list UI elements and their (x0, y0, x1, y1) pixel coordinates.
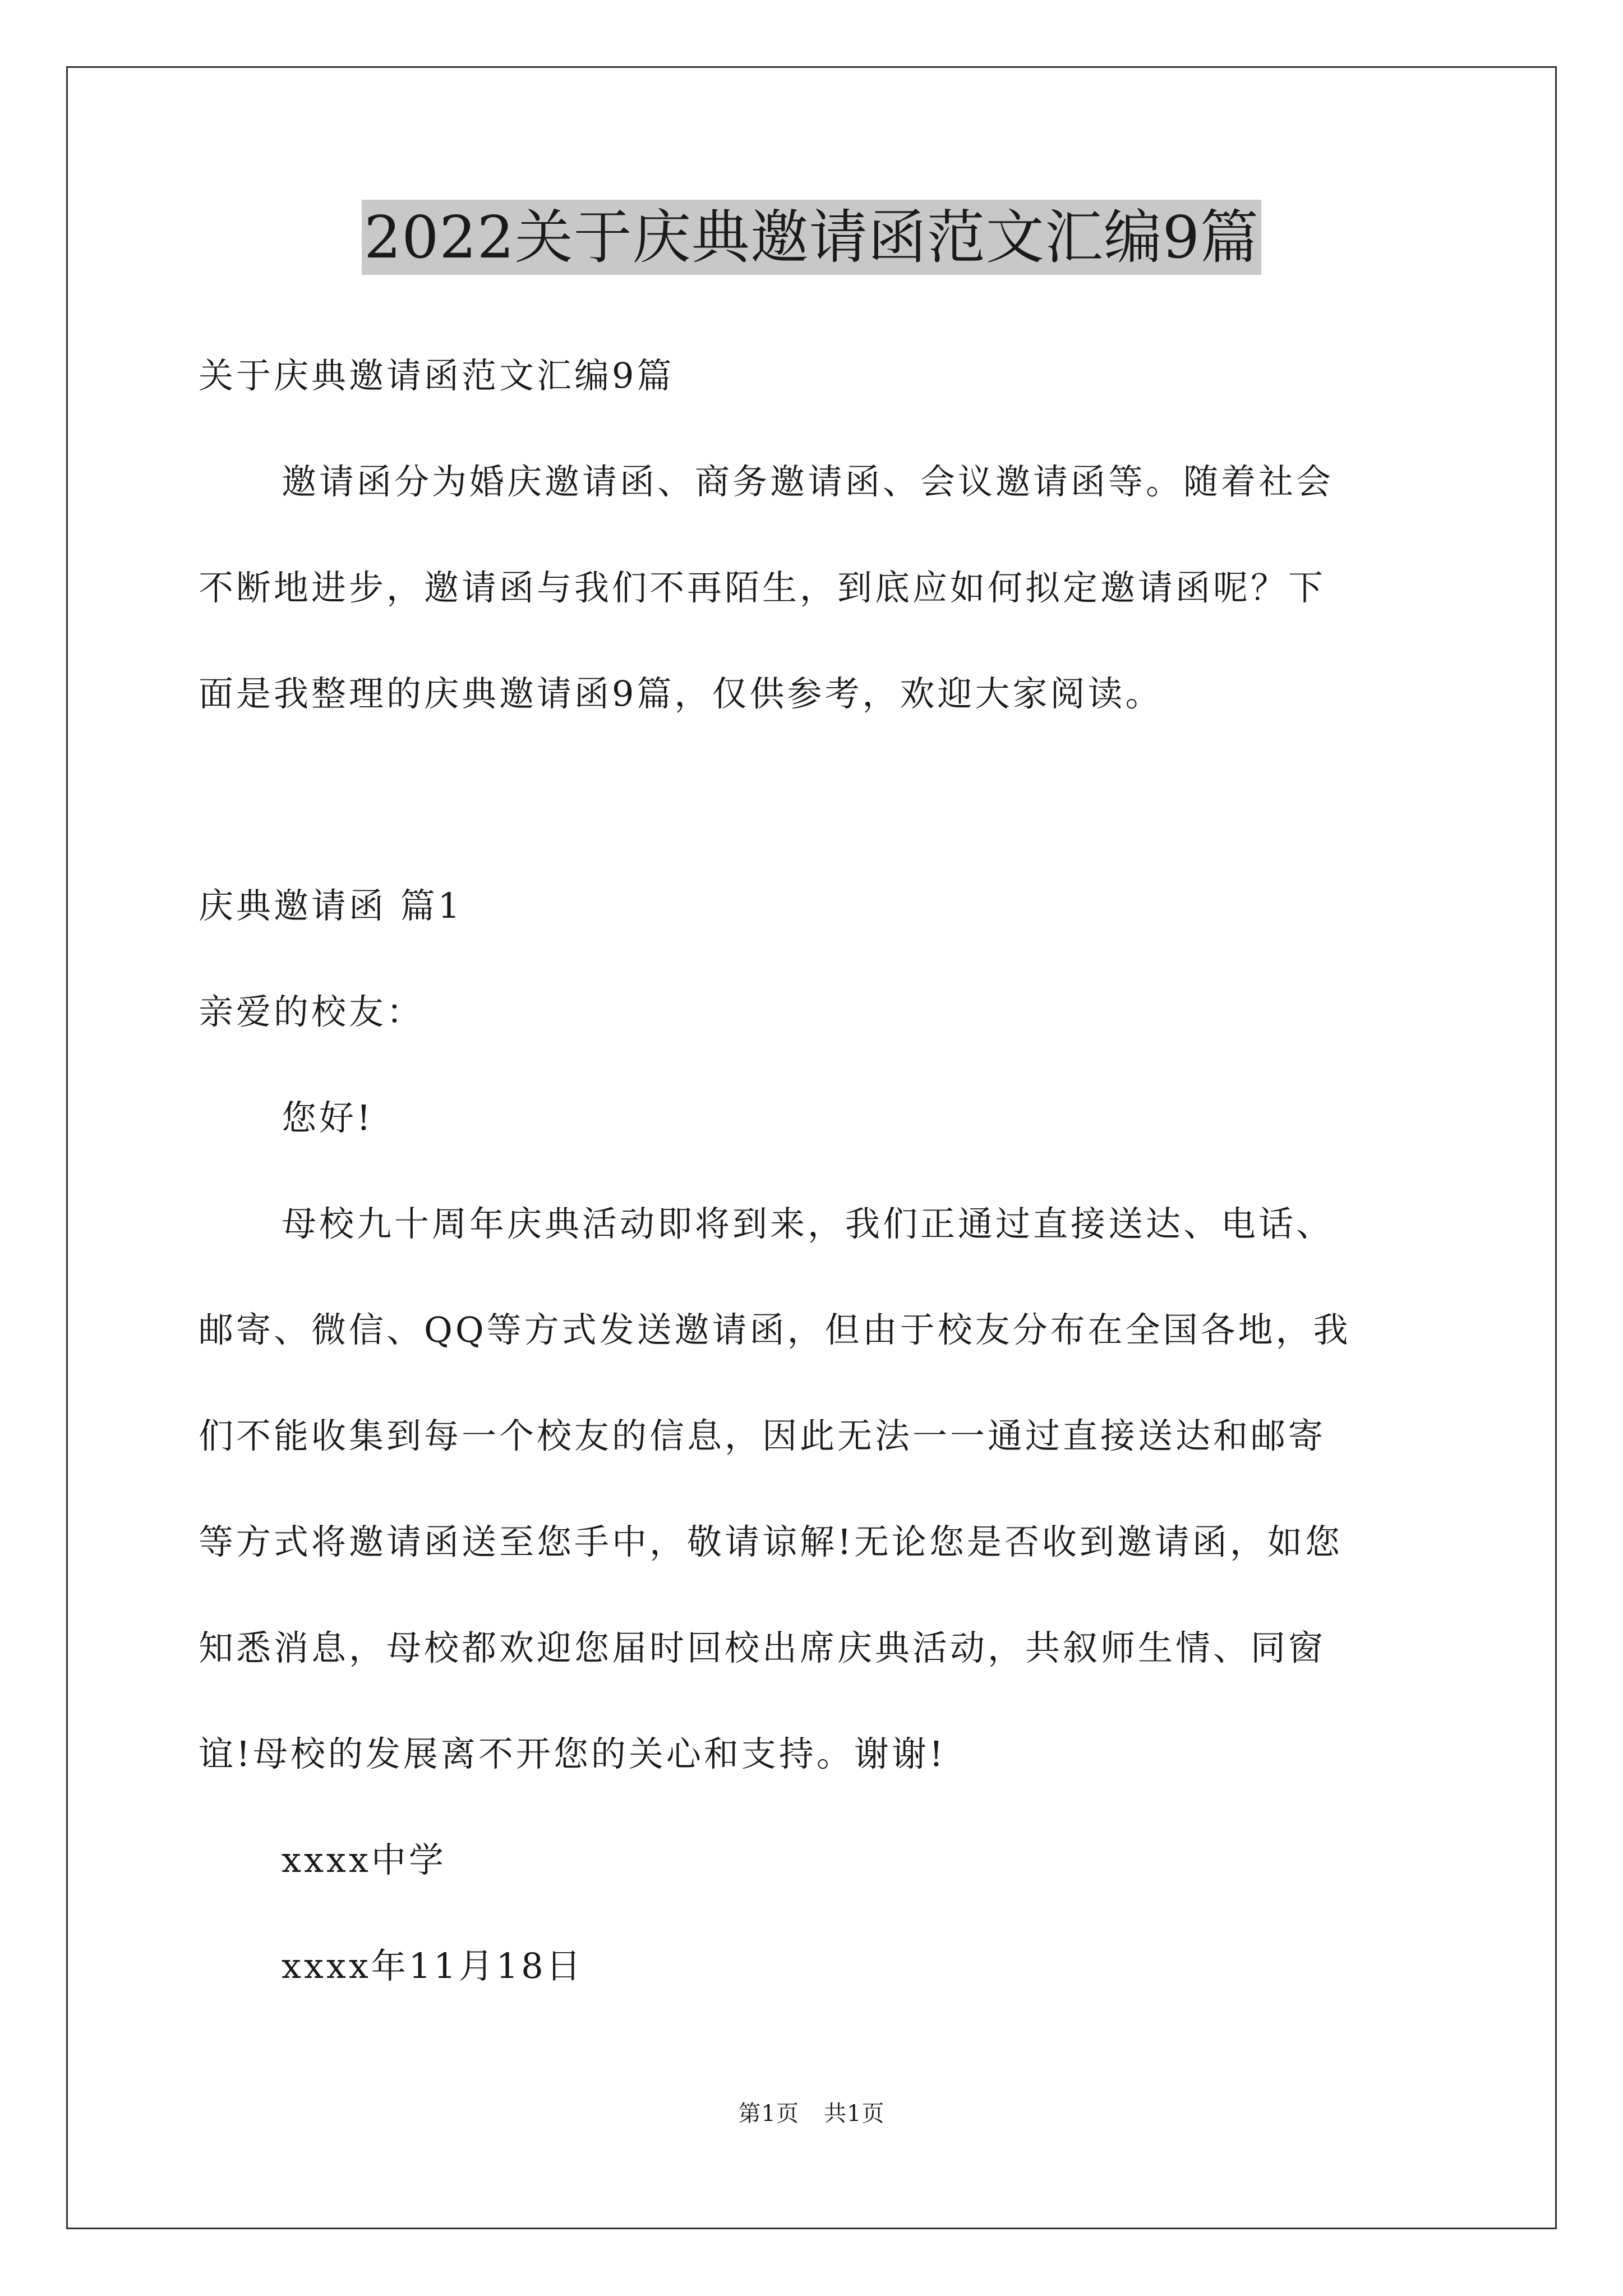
letter-date: xxxx年11月18日 (282, 1945, 584, 1986)
salutation: 亲爱的校友： (199, 991, 425, 1032)
page-total: 共1页 (824, 2101, 885, 2127)
body-line: 知悉消息，母校都欢迎您届时回校出席庆典活动，共叙师生情、同窗 (199, 1627, 1326, 1668)
body-line: 母校九十周年庆典活动即将到来，我们正通过直接送达、电话、 (282, 1203, 1334, 1244)
page-footer (0, 2098, 1623, 2129)
body-line: 等方式将邀请函送至您手中，敬请谅解!无论您是否收到邀请函，如您 (199, 1521, 1343, 1562)
signature: xxxx中学 (282, 1839, 446, 1880)
section-heading: 庆典邀请函 篇1 (199, 885, 463, 926)
greeting: 您好! (282, 1097, 374, 1138)
title-wrap (0, 200, 1623, 275)
subtitle: 关于庆典邀请函范文汇编9篇 (199, 355, 675, 396)
intro-line: 邀请函分为婚庆邀请函、商务邀请函、会议邀请函等。随着社会 (282, 461, 1334, 502)
body-line: 们不能收集到每一个校友的信息，因此无法一一通过直接送达和邮寄 (199, 1415, 1326, 1456)
page-number: 第1页 (738, 2101, 799, 2127)
document-title: 2022关于庆典邀请函范文汇编9篇 (362, 200, 1261, 275)
intro-line: 不断地进步，邀请函与我们不再陌生，到底应如何拟定邀请函呢？下 (199, 567, 1326, 608)
intro-line: 面是我整理的庆典邀请函9篇，仅供参考，欢迎大家阅读。 (199, 673, 1163, 714)
body-line: 谊!母校的发展离不开您的关心和支持。谢谢! (199, 1733, 946, 1774)
body-line: 邮寄、微信、QQ等方式发送邀请函，但由于校友分布在全国各地，我 (199, 1309, 1351, 1350)
